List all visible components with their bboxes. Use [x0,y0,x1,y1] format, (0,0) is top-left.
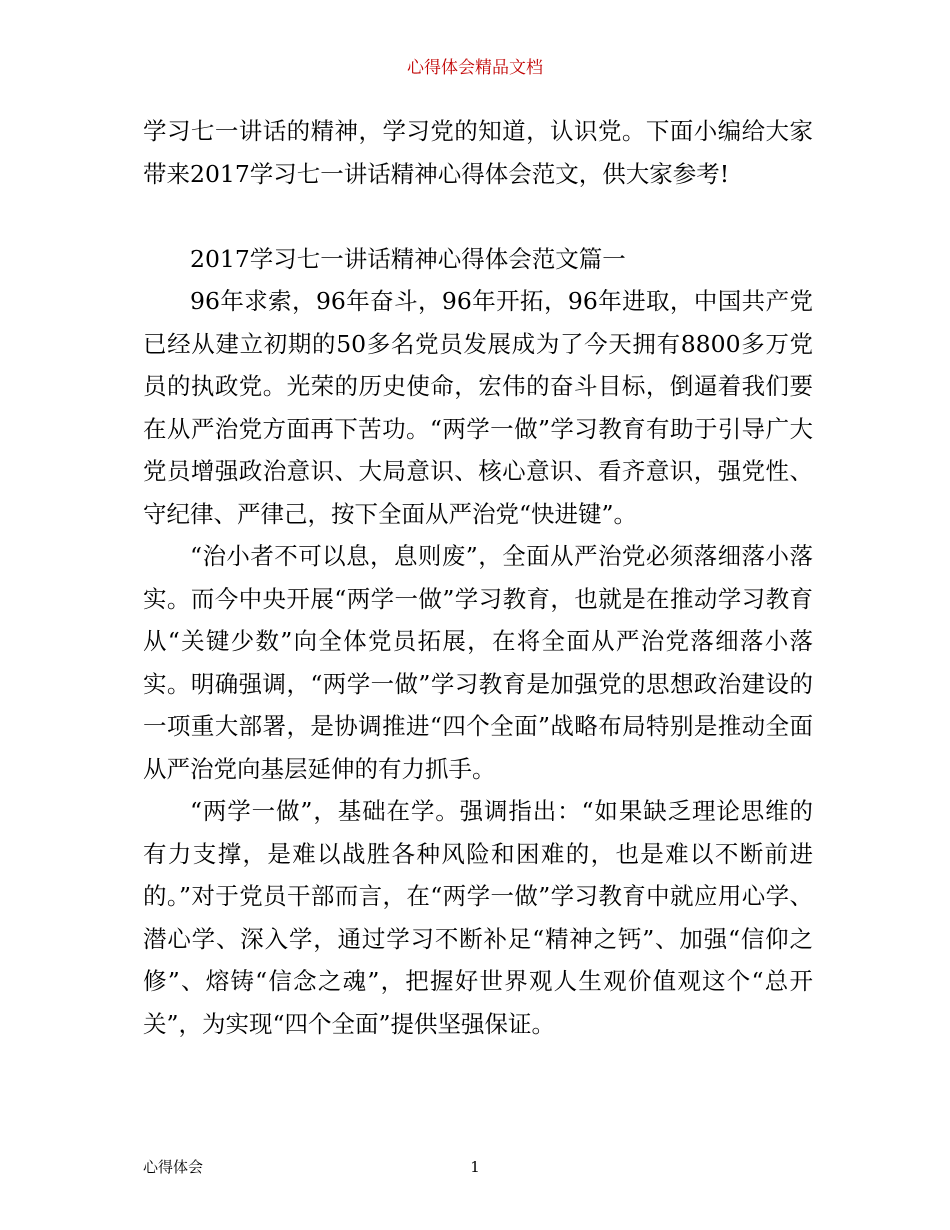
intro-paragraph: 学习七一讲话的精神，学习党的知道，认识党。下面小编给大家带来2017学习七一讲话精神心得体会范文，供大家参考! [143,117,813,188]
footer-label: 心得体会 [143,1158,204,1176]
document-body [143,110,813,1045]
paragraph-2: “治小者不可以息，息则废”，全面从严治党必须落细落小落实。而今中央开展“两学一做”学习教育，也就是在推动学习教育从“关键少数”向全体党员拓展，在将全面从严治党落细落小落实。明确强调，“两学一做”学习教育是加强党的思想政治建设的一项重大部署，是协调推进“四个全面”战略布局特别是推动全面从严治党向基层延伸的有力抓手。 [143,542,813,783]
section-title: 2017学习七一讲话精神心得体会范文篇一 [190,244,626,273]
page-number: 1 [470,1158,480,1176]
blank-line [143,195,813,238]
paragraph-3: “两学一做”，基础在学。强调指出：“如果缺乏理论思维的有力支撑，是难以战胜各种风险和困难的，也是难以不断前进的。”对于党员干部而言，在“两学一做”学习教育中就应用心学、潜心学、深入学，通过学习不断补足“精神之钙”、加强“信仰之修”、熔铸“信念之魂”，把握好世界观人生观价值观这个“总开关”，为实现“四个全面”提供坚强保证。 [143,797,813,1038]
page-header-title: 心得体会精品文档 [407,58,543,78]
paragraph-1: 96年求索，96年奋斗，96年开拓，96年进取，中国共产党已经从建立初期的50多名党员发展成为了今天拥有8800多万党员的执政党。光荣的历史使命，宏伟的奋斗目标，倒逼着我们要在从严治党方面再下苦功。“两学一做”学习教育有助于引导广大党员增强政治意识、大局意识、核心意识、看齐意识，强党性、守纪律、严律己，按下全面从严治党“快进键”。 [143,287,813,528]
